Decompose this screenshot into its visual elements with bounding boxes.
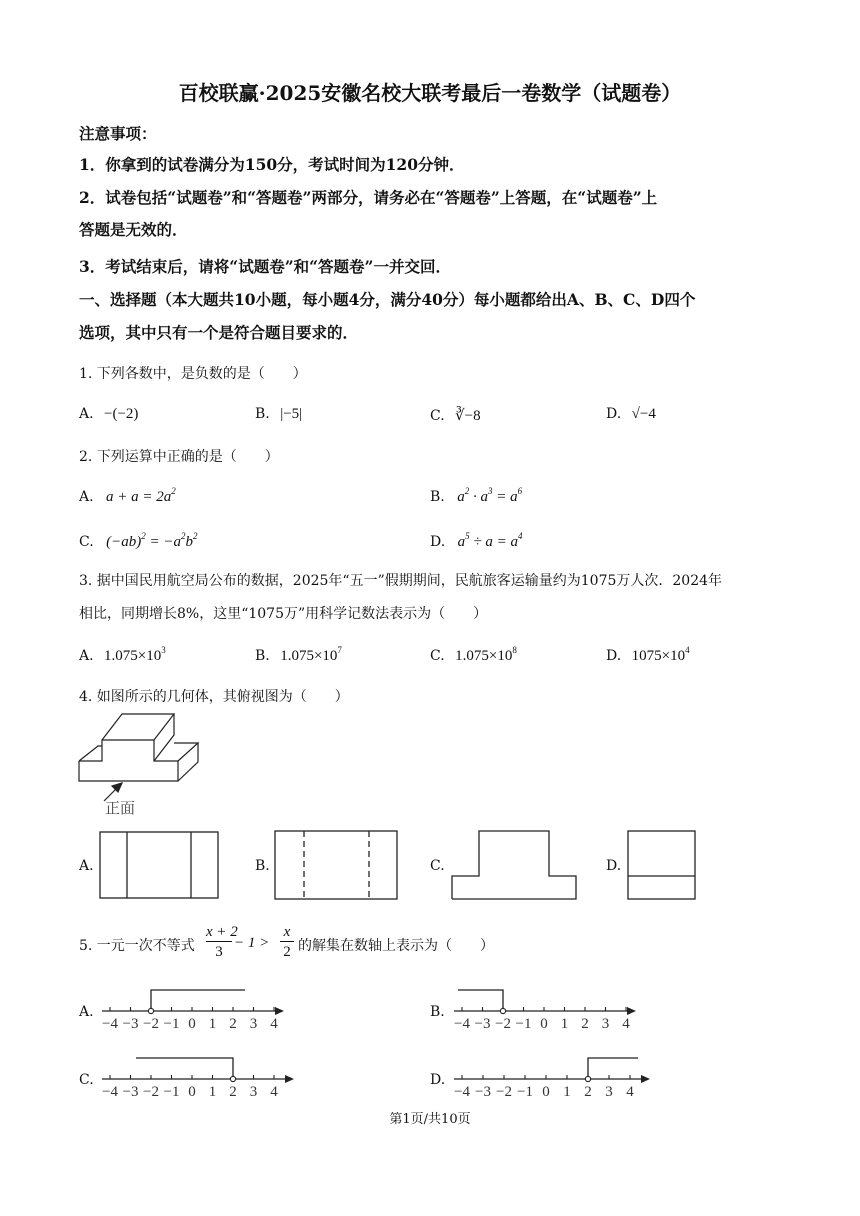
q1-expr-b: |−5| xyxy=(280,406,303,422)
axis-tick-label: −2 xyxy=(143,1084,159,1100)
axis-tick-label: 3 xyxy=(249,1016,258,1032)
q5-option-c-label[interactable]: C. xyxy=(79,1072,94,1088)
solution-bracket xyxy=(151,990,245,1009)
axis-tick-label: 1 xyxy=(560,1016,569,1032)
q5-option-b-label[interactable]: B. xyxy=(430,1004,445,1020)
q3-stem-line1: 3. 据中国民用航空局公布的数据，2025年“五一”假期期间，民航旅客运输量约为1075万人次．2024年 xyxy=(79,573,723,589)
notice-item-2-cont: 答题是无效的． xyxy=(79,220,188,239)
axis-tick-label: 0 xyxy=(188,1016,196,1032)
option-label: A. xyxy=(79,648,94,664)
q2-option-d[interactable] xyxy=(430,531,523,551)
notice-item-1: 1．你拿到的试卷满分为150分，考试时间为120分钟． xyxy=(79,155,465,174)
q2-expr-d: $a^5 \div a = a^4$ xyxy=(457,531,523,550)
axis-tick-label: −3 xyxy=(122,1016,139,1032)
axis-tick-label: −4 xyxy=(454,1016,470,1032)
option-label: D. xyxy=(606,648,622,664)
q1-option-a[interactable] xyxy=(79,406,138,423)
q5-option-c-numberline[interactable] xyxy=(98,1053,298,1101)
q4-option-b-label[interactable]: B. xyxy=(255,858,270,874)
solid-front-face xyxy=(79,740,178,781)
axis-tick-label: −2 xyxy=(495,1016,511,1032)
option-label: B. xyxy=(255,648,270,664)
option-label: C. xyxy=(430,408,445,424)
q3-option-d[interactable] xyxy=(606,645,690,665)
q1-option-c[interactable] xyxy=(430,406,481,425)
option-label: A. xyxy=(79,406,94,422)
q3-expr-a: $1.075\times 10^3$ xyxy=(104,645,166,664)
q1-expr-c: ∛−8 xyxy=(455,408,481,424)
q3-expr-b: $1.075\times 10^7$ xyxy=(280,645,342,664)
axis-tick-label: −4 xyxy=(102,1084,118,1100)
axis-tick-label: 2 xyxy=(584,1084,592,1100)
q5-inequality-mid: − 1 > xyxy=(234,935,270,951)
open-point xyxy=(148,1008,153,1013)
q2-option-c[interactable] xyxy=(79,531,198,551)
axis-tick-label: −1 xyxy=(163,1016,180,1032)
axis-tick-label: 2 xyxy=(229,1084,237,1100)
solid-right-edge xyxy=(178,743,198,781)
option-label: C. xyxy=(430,648,445,664)
page-footer: 第1页/共10页 xyxy=(389,1112,471,1127)
axis-tick-label: 0 xyxy=(188,1084,196,1100)
option-label: C. xyxy=(79,534,94,550)
q2-stem: 2. 下列运算中正确的是（ ） xyxy=(79,449,279,465)
q1-expr-a: −(−2) xyxy=(104,406,139,422)
q5-fraction-right: x 2 xyxy=(280,923,294,962)
q1-option-b[interactable] xyxy=(255,406,302,423)
axis-tick-label: −2 xyxy=(143,1016,159,1032)
open-point xyxy=(500,1008,505,1013)
axis-tick-label: 2 xyxy=(229,1016,237,1032)
axis-tick-label: 3 xyxy=(249,1084,258,1100)
axis-arrow xyxy=(275,1007,284,1015)
notice-item-2: 2．试卷包括“试题卷”和“答题卷”两部分，请务必在“答题卷”上答题，在“试题卷”上 xyxy=(79,188,658,207)
q1-option-d[interactable] xyxy=(606,406,656,423)
solution-bracket xyxy=(588,1058,638,1077)
open-point xyxy=(230,1076,235,1081)
q3-option-a[interactable] xyxy=(79,645,166,665)
q5-stem-pre: 5. 一元一次不等式 xyxy=(79,938,195,954)
q3-expr-c: $1.075\times 10^8$ xyxy=(455,645,517,664)
axis-tick-label: −2 xyxy=(496,1084,512,1100)
option-label: A. xyxy=(79,489,94,505)
solid-left-step-top xyxy=(79,746,102,761)
notice-item-3: 3．考试结束后，请将“试题卷”和“答题卷”一并交回． xyxy=(79,257,451,276)
q4-option-d-label[interactable]: D. xyxy=(606,858,622,874)
solid-top-right-edge xyxy=(154,714,174,761)
axis-tick-label: 4 xyxy=(626,1084,634,1100)
solid-top-block xyxy=(102,714,174,740)
axis-tick-label: 2 xyxy=(581,1016,589,1032)
q5-option-a-numberline[interactable] xyxy=(98,985,290,1033)
q3-option-c[interactable] xyxy=(430,645,517,665)
axis-tick-label: −1 xyxy=(515,1016,532,1032)
q5-option-d-label[interactable]: D. xyxy=(430,1072,446,1088)
axis-tick-label: 1 xyxy=(208,1016,217,1032)
front-label: 正面 xyxy=(105,801,136,817)
q2-expr-a: $a + a = 2a^2$ xyxy=(106,486,176,505)
option-label: D. xyxy=(606,406,622,422)
option-label: B. xyxy=(255,406,270,422)
axis-tick-label: 1 xyxy=(208,1084,217,1100)
section-heading: 一、选择题（本大题共10小题，每小题4分，满分40分）每小题都给出A、B、C、D四个 xyxy=(79,290,696,309)
q5-option-a-label[interactable]: A. xyxy=(79,1004,94,1020)
axis-tick-label: 3 xyxy=(605,1084,613,1100)
q2-option-b[interactable] xyxy=(430,486,522,506)
axis-tick-label: 4 xyxy=(270,1084,278,1100)
q4-option-c-figure[interactable] xyxy=(450,829,580,903)
q1-stem: 1. 下列各数中，是负数的是（ ） xyxy=(79,366,307,382)
axis-arrow xyxy=(285,1075,294,1083)
axis-tick-label: 4 xyxy=(270,1016,278,1032)
axis-tick-label: −3 xyxy=(475,1084,491,1100)
q5-option-b-numberline[interactable] xyxy=(450,985,642,1033)
page-title: 百校联赢·2025安徽名校大联考最后一卷数学（试题卷） xyxy=(178,81,682,105)
q2-option-a[interactable] xyxy=(79,486,176,506)
solution-bracket xyxy=(136,1058,233,1077)
q5-option-d-numberline[interactable] xyxy=(450,1053,654,1101)
q4-option-b-figure[interactable] xyxy=(273,829,401,903)
q3-expr-d: $1075\times 10^4$ xyxy=(631,645,690,664)
axis-tick-label: 1 xyxy=(563,1084,571,1100)
q4-option-d-figure[interactable] xyxy=(626,829,698,903)
notice-heading: 注意事项： xyxy=(79,124,157,143)
q1-expr-d: √−4 xyxy=(631,406,656,422)
section-heading-cont: 选项，其中只有一个是符合题目要求的． xyxy=(79,323,359,342)
open-point xyxy=(585,1076,590,1081)
axis-arrow xyxy=(627,1007,636,1015)
q3-stem-line2: 相比，同期增长8%，这里“1075万”用科学记数法表示为（ ） xyxy=(79,606,488,622)
axis-tick-label: −4 xyxy=(102,1016,118,1032)
axis-tick-label: −1 xyxy=(517,1084,533,1100)
axis-tick-label: 0 xyxy=(542,1084,550,1100)
axis-tick-label: 3 xyxy=(601,1016,610,1032)
axis-tick-label: −1 xyxy=(163,1084,180,1100)
q2-expr-b: $a^2 \cdot a^3 = a^6$ xyxy=(457,486,523,505)
q2-expr-c: $(-ab)^2 = -a^2b^2$ xyxy=(106,531,198,550)
q5-fraction-left: x + 2 3 xyxy=(206,924,238,960)
axis-tick-label: 4 xyxy=(622,1016,630,1032)
solution-bracket xyxy=(458,990,503,1009)
q4-option-c-label[interactable]: C. xyxy=(430,858,445,874)
axis-tick-label: −3 xyxy=(474,1016,491,1032)
option-label: D. xyxy=(430,534,446,550)
front-arrow-head xyxy=(112,783,122,792)
q3-option-b[interactable] xyxy=(255,645,342,665)
q5-stem-post: 的解集在数轴上表示为（ ） xyxy=(298,938,494,954)
q4-option-a-figure[interactable] xyxy=(98,830,222,902)
q4-option-a-label[interactable]: A. xyxy=(79,858,94,874)
axis-tick-label: −3 xyxy=(122,1084,139,1100)
solid-right-step-top xyxy=(174,743,198,761)
option-label: B. xyxy=(430,489,445,505)
axis-tick-label: −4 xyxy=(454,1084,470,1100)
axis-tick-label: 0 xyxy=(540,1016,548,1032)
q4-stem: 4. 如图所示的几何体，其俯视图为（ ） xyxy=(79,689,349,705)
axis-arrow xyxy=(641,1075,650,1083)
q4-solid-figure xyxy=(74,706,214,821)
